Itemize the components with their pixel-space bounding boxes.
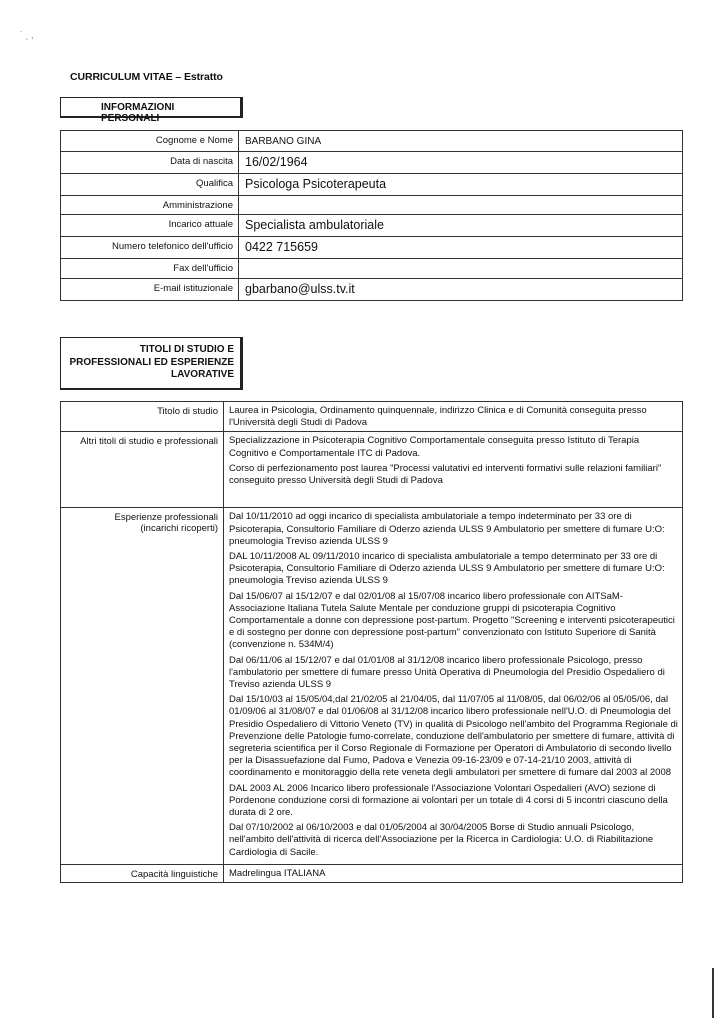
scan-edge-mark [712,968,714,1018]
table-row [61,174,683,196]
value-telefono: 0422 715659 [239,237,683,259]
value-esperienze [224,508,683,864]
table-row [61,215,683,237]
label-data-nascita: Data di nascita [61,152,239,174]
table-row [61,864,683,882]
label-altri-titoli: Altri titoli di studio e professionali [61,432,224,508]
table-row [61,196,683,215]
table-row [61,402,683,432]
esperienza-item: Dal 06/11/06 al 15/12/07 e dal 01/01/08 al 31/12/08 incarico libero professionale Psicologo, presso l'ambulatorio per smettere di fumare presso Unità Operativa di Pneumologia del Presidio Ospedaliero di Treviso azienda ULSS 9 [229,654,665,691]
value-data-nascita: 16/02/1964 [239,152,683,174]
scan-mark: ˙ ˎ , [20,30,34,40]
esperienza-item: Dal 10/11/2010 ad oggi incarico di specialista ambulatoriale a tempo indeterminato per 33 ore di Psicoterapia, Consultorio Familiare di Oderzo azienda ULSS 9 Ambulatorio per smettere di fumare U:O: pneumologia Treviso azienda ULSS 9 [229,511,665,547]
esperienze-label-line: (incarichi ricoperti) [140,523,218,535]
value-fax [239,259,683,279]
altri-titoli-item: Specializzazione in Psicoterapia Cognitivo Comportamentale conseguita presso Istituto di Terapia Cognitivo e Comportamentale ITC di Padova. [229,435,640,459]
section-title-line: PROFESSIONALI ED ESPERIENZE [69,356,234,368]
label-fax: Fax dell'ufficio [61,259,239,279]
label-lingue: Capacità linguistiche [61,864,224,882]
value-email: gbarbano@ulss.tv.it [239,279,683,301]
value-incarico: Specialista ambulatoriale [239,215,683,237]
esperienza-item: DAL 2003 AL 2006 Incarico libero professionale l'Associazione Volontari Ospedalieri (AVO) sezione di Pordenone conduzione corsi di formazione ai volontari per un totale di 4 corsi di 5 incontri ciascuno della durata di 2 ore. [229,782,668,819]
section-studies [60,337,243,390]
personal-info-table [60,130,683,301]
label-amministrazione: Amministrazione [61,196,239,215]
studies-table [60,401,683,883]
label-telefono: Numero telefonico dell'ufficio [61,237,239,259]
esperienza-item: Dal 07/10/2002 al 06/10/2003 e dal 01/05/2004 al 30/04/2005 Borse di Studio annuali Psicologo, nell'ambito dell'attività di ricerca dell'Associazione per la Ricerca in Cardiologia: U.O. di Riabilitazione Cardiologia di Sacile. [229,822,654,858]
value-amministrazione [239,196,683,215]
section-title: INFORMAZIONI PERSONALI [101,102,175,124]
label-titolo-studio: Titolo di studio [61,402,224,432]
section-title-line: LAVORATIVE [171,369,234,380]
table-row [61,279,683,301]
table-row [61,508,683,864]
table-row [61,152,683,174]
table-row [61,131,683,152]
section-title-line: TITOLI DI STUDIO E [139,344,234,355]
label-incarico: Incarico attuale [61,215,239,237]
esperienza-item: DAL 10/11/2008 AL 09/11/2010 incarico di specialista ambulatoriale a tempo determinato per 33 ore di Psicoterapia, Consultorio Familiare di Oderzo azienda ULSS 9 Ambulatorio per smettere di fumare U:O: pneumologia Treviso azienda ULSS 9 [229,551,665,587]
label-esperienze [61,508,224,864]
label-email: E-mail istituzionale [61,279,239,301]
esperienze-label-line: Esperienze professionali [114,512,218,524]
label-qualifica: Qualifica [61,174,239,196]
table-row [61,432,683,508]
esperienza-item: Dal 15/10/03 al 15/05/04,dal 21/02/05 al 21/04/05, dal 11/07/05 al 11/08/05, dal 06/02/06 al 05/05/06, dal 01/09/06 al 31/08/07 e dal 01/06/08 al 31/12/08 incarico libero professionale nell'U.O. di Pneumologia del Presidio Ospedaliero di Vittorio Veneto (TV) in qualità di Psicologo nell'ambito del Programma Regionale di Prevenzione delle Patologie fumo-correlate, conduzione dell'ambulatorio per smettere di fumare, attività di segreteria scientifica per il Corso Regionale di Formazione per Operatori di Ambulatorio di secondo livello per la Disassuefazione dal Fumo, Padova e Venezia 09-16-23/09 e 07-14-21/10 2003, attività di coordinamento e monitoraggio della rete veneta degli ambulatori per smettere di fumare dal 2003 al 2008 [229,694,678,779]
value-titolo-studio: Laurea in Psicologia, Ordinamento quinquennale, indirizzo Clinica e di Comunità conseguita presso l'Università degli Studi di Padova [224,402,683,432]
value-cognome: BARBANO GINA [239,131,683,152]
value-altri-titoli [224,432,683,508]
document-title: CURRICULUM VITAE – Estratto [70,71,223,83]
table-row [61,237,683,259]
value-lingue: Madrelingua ITALIANA [224,864,683,882]
altri-titoli-item: Corso di perfezionamento post laurea "Processi valutativi ed interventi formativi sulle relazioni familiari" conseguito presso Università degli Studi di Padova [229,462,662,487]
section-personal-info [60,97,243,124]
value-qualifica: Psicologa Psicoterapeuta [239,174,683,196]
esperienza-item: Dal 15/06/07 al 15/12/07 e dal 02/01/08 al 15/07/08 incarico libero professionale con AITSaM-Associazione Italiana Tutela Salute Mentale per conduzione gruppi di psicoterapia Cognitivo Comportamentale a donne con depressione post-partum. Progetto "Screening e interventi psicoterapeutici e di sostegno per donne con depressione post-partum" convenzionato con Istituto Superiore di Sanità (convenzione n. 534M/4) [229,590,675,651]
label-cognome: Cognome e Nome [61,131,239,152]
table-row [61,259,683,279]
